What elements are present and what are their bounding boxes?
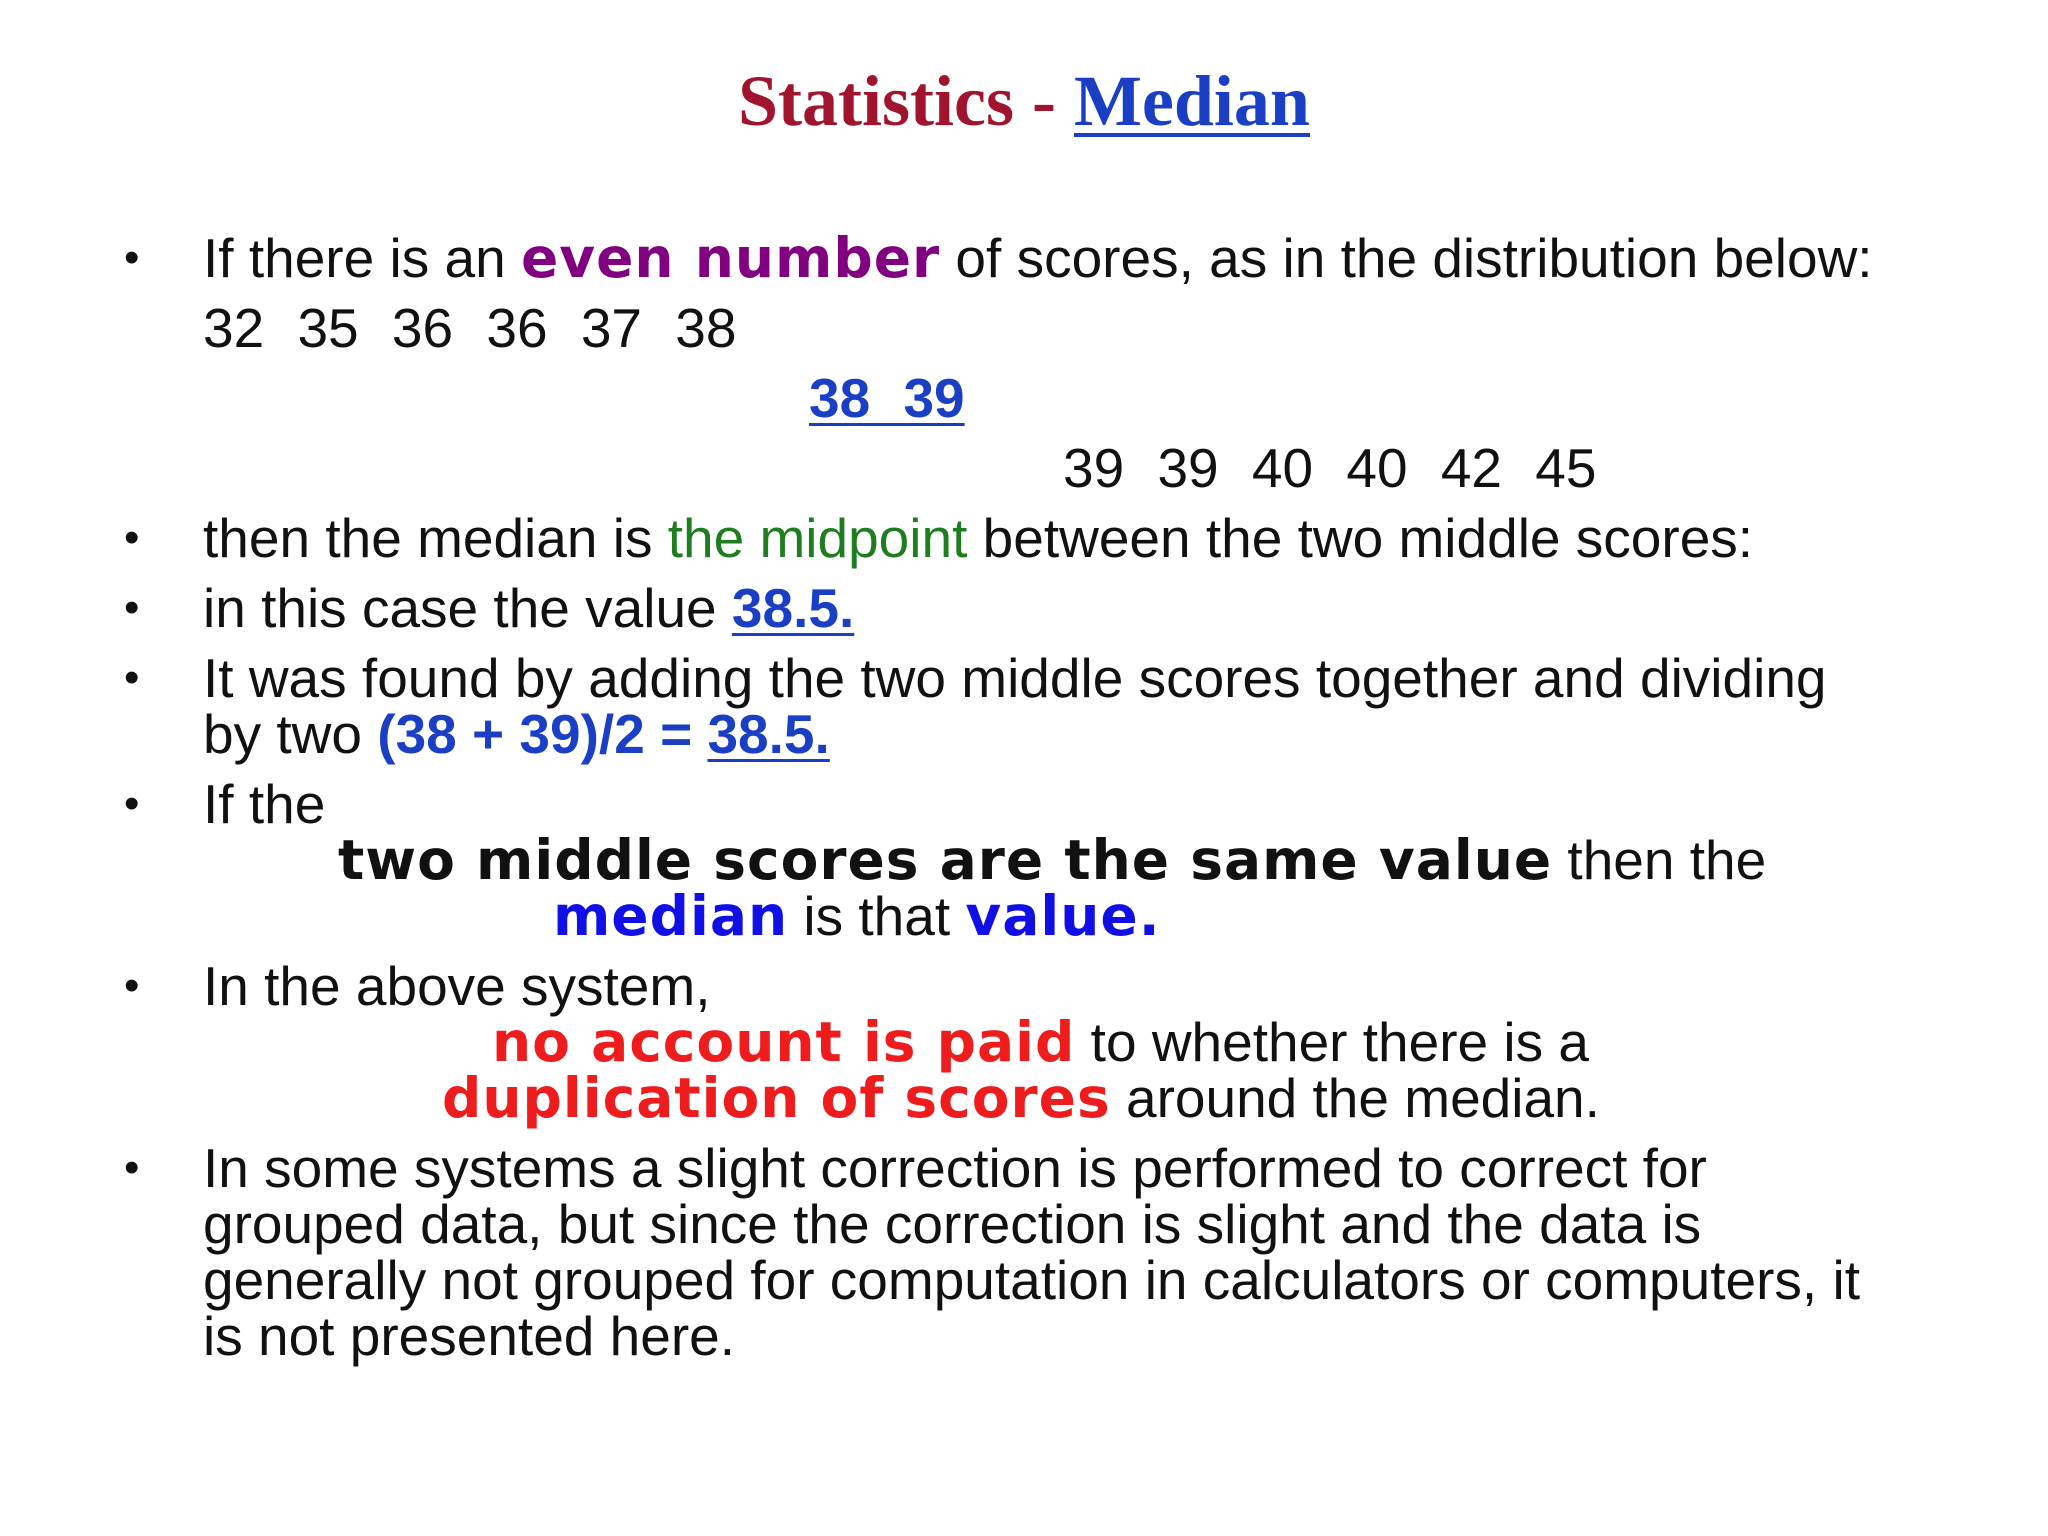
title-main: Statistics bbox=[738, 61, 1014, 141]
median-word: median bbox=[553, 884, 789, 948]
scores-low: 32 35 36 36 37 38 bbox=[203, 297, 737, 359]
bullet-4-line-1: It was found by adding the two middle scores together and dividing bbox=[203, 647, 1827, 709]
bullet-7: • bbox=[124, 1143, 140, 1192]
bullet-1: • bbox=[124, 233, 140, 282]
bullet-5-line-3: median is that value. bbox=[553, 884, 1161, 948]
bullet-6-line-2: no account is paid to whether there is a bbox=[492, 1010, 1590, 1074]
bullet-2: • bbox=[124, 513, 140, 562]
midpoint-highlight: the midpoint bbox=[667, 507, 968, 569]
slide-title bbox=[0, 56, 2048, 146]
median-formula: (38 + 39)/2 = bbox=[377, 703, 708, 765]
title-separator: - bbox=[1013, 61, 1074, 141]
scores-high: 39 39 40 40 42 45 bbox=[1063, 437, 1597, 499]
scores-middle: 38 39 bbox=[809, 367, 965, 429]
bullet-6: • bbox=[124, 961, 140, 1010]
same-value-phrase: two middle scores are the same value bbox=[338, 828, 1553, 892]
even-number-highlight: even number bbox=[520, 226, 941, 290]
bullet-5-line-2: two middle scores are the same value then the bbox=[338, 828, 1767, 892]
bullet-7-line-1: In some systems a slight correction is performed to correct for bbox=[203, 1137, 1707, 1199]
bullet-5: • bbox=[124, 779, 140, 828]
bullet-7-line-3: generally not grouped for computation in calculators or computers, it bbox=[203, 1249, 1860, 1311]
duplication-phrase: duplication of scores bbox=[442, 1066, 1111, 1130]
bullet-6-line-1: In the above system, bbox=[203, 955, 711, 1017]
bullet-7-line-4: is not presented here. bbox=[203, 1305, 736, 1367]
bullet-3-text: in this case the value 38.5. bbox=[203, 577, 855, 639]
bullet-6-line-3: duplication of scores around the median. bbox=[442, 1066, 1600, 1130]
value-word: value. bbox=[965, 884, 1161, 948]
bullet-1-text: If there is an even number of scores, as in the distribution below: bbox=[203, 226, 1873, 290]
title-sub: Median bbox=[1073, 61, 1310, 141]
bullet-5-line-1: If the bbox=[203, 773, 326, 835]
formula-result: 38.5. bbox=[707, 703, 830, 765]
median-value: 38.5. bbox=[731, 577, 855, 639]
bullet-4-line-2: by two (38 + 39)/2 = 38.5. bbox=[203, 703, 830, 765]
no-account-phrase: no account is paid bbox=[492, 1010, 1076, 1074]
bullet-3: • bbox=[124, 583, 140, 632]
bullet-2-text: then the median is the midpoint between the two middle scores: bbox=[203, 507, 1754, 569]
bullet-4: • bbox=[124, 653, 140, 702]
bullet-7-line-2: grouped data, but since the correction is slight and the data is bbox=[203, 1193, 1702, 1255]
